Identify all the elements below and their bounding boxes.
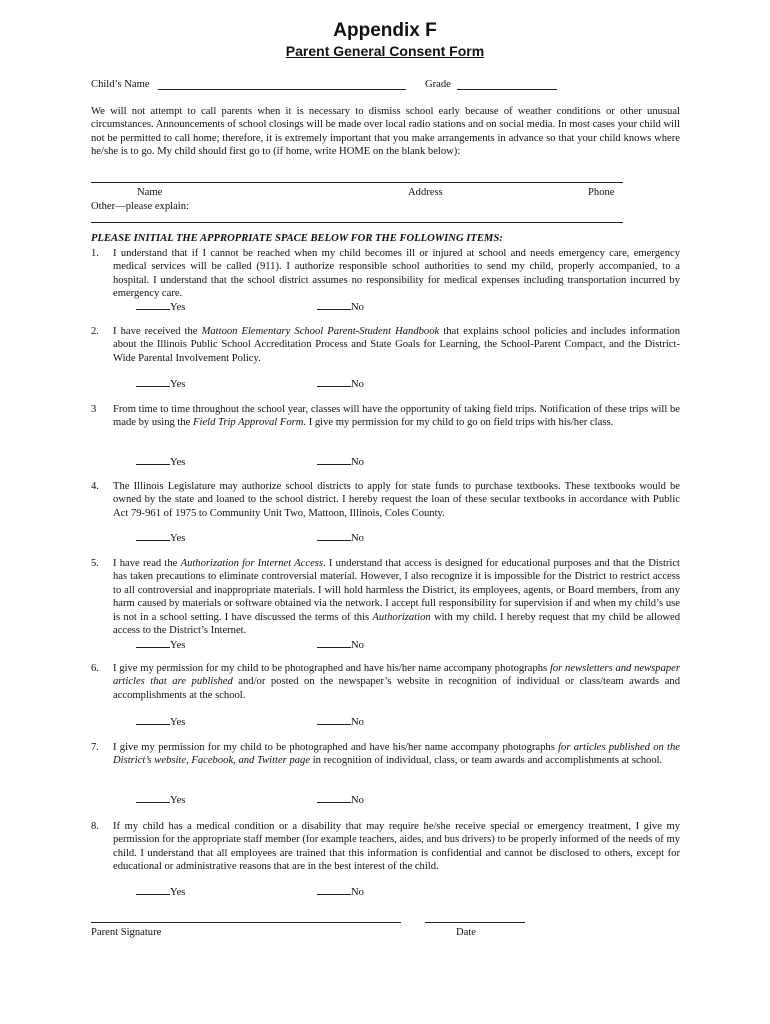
grade-field[interactable] (457, 89, 557, 90)
signature-field[interactable] (91, 922, 401, 923)
item-number: 8. (91, 821, 99, 832)
item-6-no[interactable] (317, 715, 364, 728)
yes-label: Yes (170, 795, 186, 806)
item-8-no[interactable] (317, 885, 364, 898)
text-part: in recognition of individual, class, or team awards and accomplishments at school. (310, 755, 663, 767)
item-4-no[interactable] (317, 531, 364, 544)
yes-label: Yes (170, 887, 186, 898)
no-label: No (351, 640, 364, 651)
item-text (113, 741, 680, 768)
policy-title: Authorization (372, 611, 431, 623)
child-name-field[interactable] (158, 89, 406, 90)
text-part: . I give my permission for my child to go on field trips with his/her class. (303, 417, 614, 429)
no-label: No (351, 717, 364, 728)
text-part: I have read the (113, 558, 181, 569)
item-8-yes[interactable] (136, 885, 185, 898)
text-part: . I understand that access is designed for educational purposes and that the District has taken precautions to eliminate controversial material. However, I also recognize it is impossible for the District to restrict access to all controversial and inappropriate materials. I will hold harmless the District, its employees, agents, or Board members, from any harm caused by materials or software obtained via the network. I accept full responsibility for supervision if and when my child’s use is not in a school setting. I have discussed the terms of this (113, 558, 680, 623)
item-text (113, 325, 680, 365)
no-label: No (351, 302, 364, 313)
item-4-yes[interactable] (136, 531, 185, 544)
item-text: The Illinois Legislature may authorize school districts to apply for state funds to purchase textbooks. These textbooks would be owned by the state and loaned to the school district. I hereby request the loan of these secular textbooks in accordance with Public Act 79-961 of 1975 to Community Unit Two, Mattoon, Illinois, Coles County. (113, 481, 680, 519)
item-7-no[interactable] (317, 793, 364, 806)
instructions-heading: PLEASE INITIAL THE APPROPRIATE SPACE BELOW FOR THE FOLLOWING ITEMS: (91, 233, 503, 244)
yes-label: Yes (170, 717, 186, 728)
no-label: No (351, 533, 364, 544)
contact-phone-label: Phone (588, 187, 615, 198)
yes-label: Yes (170, 533, 186, 544)
item-7-yes[interactable] (136, 793, 185, 806)
text-part: that explains school policies and includes information about the Illinois Public School Accreditation Process and State Goals for Learning, the School-Parent Compact, and the District-Wide Parental Involvement Policy. (113, 326, 680, 364)
no-label: No (351, 887, 364, 898)
contact-name-label: Name (137, 187, 163, 198)
yes-label: Yes (170, 640, 186, 651)
item-2-yes[interactable] (136, 377, 185, 390)
emphasis-text: for articles published on the District’s website, Facebook, and Twitter page (113, 742, 680, 767)
other-explain-field[interactable] (91, 222, 623, 223)
dismissal-paragraph: We will not attempt to call parents when it is necessary to dismiss school early because of weather conditions or other unusual circumstances. Announcements of school closings will be made over local radio stations and on social media. In most cases your child will not be permitted to call home; therefore, it is extremely important that you make arrangements in advance so that your child knows where he/she is to go. My child should first go to (if home, write HOME on the blank below): (91, 106, 680, 158)
form-subtitle: Parent General Consent Form (285, 43, 485, 59)
page-title: Appendix F (333, 20, 437, 41)
item-number: 3 (91, 404, 97, 415)
item-text (113, 662, 680, 702)
item-6-yes[interactable] (136, 715, 185, 728)
yes-label: Yes (170, 379, 186, 390)
policy-title: Authorization for Internet Access (180, 558, 324, 569)
item-3-no[interactable] (317, 455, 364, 468)
emphasis-text: for newsletters and newspaper articles that are published (113, 663, 680, 688)
item-number: 1. (91, 248, 99, 259)
text-part: I give my permission for my child to be photographed and have his/her name accompany photographs (113, 742, 559, 753)
child-name-label: Child’s Name (91, 79, 150, 90)
item-3-yes[interactable] (136, 455, 185, 468)
contact-address-label: Address (408, 187, 443, 198)
item-number: 5. (91, 558, 99, 569)
date-label: Date (456, 927, 476, 938)
contact-field[interactable] (91, 182, 623, 183)
item-number: 4. (91, 481, 99, 492)
item-text: I understand that if I cannot be reached when my child becomes ill or injured at school and needs emergency care, emergency medical services will be called (911). I authorize responsible school authorities to send my child, properly accompanied, to a hospital. I understand that the school district assumes no responsibility for medical expenses including transportation incurred by emergency care. (113, 248, 680, 300)
item-1-yes[interactable] (136, 300, 185, 313)
no-label: No (351, 457, 364, 468)
item-text: If my child has a medical condition or a disability that may require he/she receive special or emergency treatment, I give my permission for the appropriate staff member (for example teachers, aides, and bus drivers) to be properly informed of the needs of my child. I understand that all employees are trained that this information is confidential and cannot be disclosed to others, except for educational or administrative reasons that are in the best interest of the child. (113, 821, 680, 873)
text-part: I give my permission for my child to be photographed and have his/her name accompany photographs (113, 663, 550, 674)
date-field[interactable] (425, 922, 525, 923)
text-part: I have received the (113, 326, 202, 337)
yes-label: Yes (170, 457, 186, 468)
text-part: and/or posted on the newspaper’s website in recognition of individual or class/team awards and accomplishments at the school. (113, 676, 680, 701)
form-title: Field Trip Approval Form (193, 417, 304, 429)
no-label: No (351, 795, 364, 806)
text-part: From time to time throughout the school year, classes will have the opportunity of taking field trips. Notification of these trips will be made by using the (113, 404, 680, 429)
no-label: No (351, 379, 364, 390)
signature-label: Parent Signature (91, 927, 162, 938)
text-part: with my child. I hereby request that my child be allowed access to the District’s Internet. (113, 611, 680, 637)
item-number: 2. (91, 326, 99, 337)
item-1-no[interactable] (317, 300, 364, 313)
item-text (113, 557, 680, 637)
grade-label: Grade (425, 79, 451, 90)
item-number: 7. (91, 742, 99, 753)
item-text (113, 403, 680, 430)
yes-label: Yes (170, 302, 186, 313)
handbook-title: Mattoon Elementary School Parent-Student Handbook (201, 326, 440, 337)
item-5-yes[interactable] (136, 638, 185, 651)
item-2-no[interactable] (317, 377, 364, 390)
other-explain-label: Other—please explain: (91, 201, 189, 212)
item-5-no[interactable] (317, 638, 364, 651)
item-number: 6. (91, 663, 99, 674)
